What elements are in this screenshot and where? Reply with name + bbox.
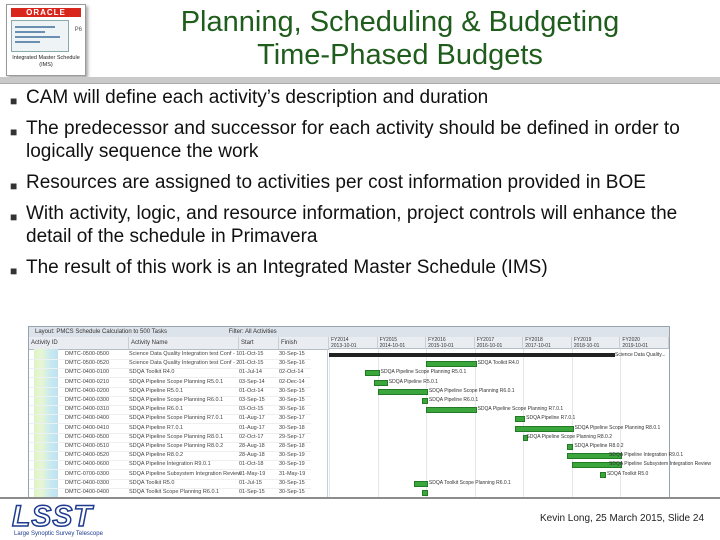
cell-id: DMTC-0400-0310 [65,406,110,413]
bullet-item [10,171,710,194]
gantt-bar-label: SDQA Pipeline Scope Planning R5.0.1 [380,369,467,376]
cell-id: DMTC-0700-0300 [65,470,110,477]
gantt-bar[interactable] [515,426,574,432]
gantt-bar[interactable] [422,398,428,404]
cell-finish: 30-Sep-19 [279,452,305,459]
title-divider [0,77,720,84]
gantt-bar-label: SDQA Pipeline Subsystem Integration Review [609,461,711,468]
column-start: Start [239,337,279,349]
gantt-bar-label: SDQA Pipeline R6.0.1 [428,397,479,403]
cell-id: DMTC-0400-0200 [65,387,110,394]
gantt-bar-label: SDQA Toolkit R5.0 [606,470,649,477]
bullet-item [10,202,710,248]
cell-start: 01-Oct-15 [239,360,264,367]
cell-finish: 02-Dec-14 [279,378,305,385]
cell-name: SDQA Pipeline Scope Planning R8.0.2 [129,443,224,449]
slide-credit: Kevin Long, 25 March 2015, Slide 24 [540,513,704,524]
timescale-date: 2018-10-01 [572,343,621,349]
cell-id: DMTC-0400-0400 [65,415,110,422]
cell-start: 03-Sep-14 [239,378,265,385]
bullet-marker-icon: ■ [10,125,18,139]
cell-name: SDQA Pipeline Integration R9.0.1 [129,461,211,468]
timescale-year: FY2016 [426,337,475,343]
gantt-bar-label: SDQA Pipeline Scope Planning R7.0.1 [477,406,564,413]
timescale-date: 2016-10-01 [475,343,524,349]
gantt-bar[interactable] [365,370,379,376]
column-finish: Finish [279,337,329,349]
cell-finish: 30-Sep-17 [279,415,305,422]
cell-name: SDQA Pipeline Scope Planning R6.0.1 [129,397,224,403]
gantt-bar-label: SDQA Toolkit Scope Planning R6.0.1 [428,479,511,486]
bullet-list [10,86,710,287]
cell-id: DMTC-0500-0500 [65,351,110,357]
cell-id: DMTC-0400-0500 [65,433,110,440]
timescale-date: 2015-10-01 [426,343,475,349]
cell-start: 01-Oct-14 [239,387,264,394]
timescale-date: 2014-10-01 [378,343,427,349]
gantt-bar[interactable] [426,407,476,413]
cell-start: 28-Aug-18 [239,452,265,459]
cell-start: 03-Sep-15 [239,397,265,403]
gantt-bar[interactable] [426,361,477,367]
cell-finish: 30-Sep-19 [279,461,305,468]
gantt-bar-label: SDQA Pipeline Scope Planning R6.0.1 [428,387,515,394]
cell-start: 01-May-19 [239,470,266,477]
cell-id: DMTC-0500-0520 [65,360,110,367]
gantt-bar[interactable] [515,416,525,422]
oracle-wordmark: ORACLE [11,8,81,17]
p6-badge: P6 [74,27,82,33]
lsst-logo [12,501,122,537]
cell-start: 02-Oct-17 [239,433,264,440]
cell-start: 01-Aug-17 [239,424,265,431]
oracle-primavera-logo [6,4,86,76]
gantt-bar[interactable] [422,490,428,496]
cell-start: 01-Aug-17 [239,415,265,422]
cell-finish: 30-Sep-16 [279,406,305,413]
cell-finish: 30-Sep-15 [279,351,305,357]
cell-name: Science Data Quality Integration test Conf - 1 [129,351,240,357]
gantt-bar-label: SDQA Pipeline Scope Planning R8.0.1 [574,424,661,431]
year-gridline [572,349,573,497]
timescale-date: 2017-10-01 [523,343,572,349]
cell-name: SDQA Pipeline R7.0.1 [129,424,184,431]
lsst-wordmark: LSST [12,500,93,533]
cell-finish: 02-Oct-14 [279,369,304,376]
cell-name: SDQA Pipeline R8.0.2 [129,452,184,459]
timescale-year: FY2014 [329,337,378,343]
cell-id: DMTC-0400-0300 [65,479,110,486]
timescale-date: 2013-10-01 [329,343,378,349]
cell-id: DMTC-0400-0510 [65,443,110,449]
bullet-marker-icon: ■ [10,94,18,108]
bullet-marker-icon: ■ [10,264,18,278]
cell-finish: 29-Sep-17 [279,433,305,440]
ims-layout-label: Layout: PMCS Schedule Calculation to 500 Tasks [35,329,167,335]
footer-divider [0,497,720,499]
cell-start: 01-Jul-15 [239,479,262,486]
bullet-marker-icon: ■ [10,179,18,193]
ims-screenshot [28,326,711,498]
bullet-item [10,256,710,279]
ims-filter-label: Filter: All Activities [228,329,277,335]
cell-id: DMTC-0400-0400 [65,489,110,495]
gantt-bar-label: SDQA Pipeline R5.0.1 [388,378,438,385]
cell-name: SDQA Pipeline R5.0.1 [129,387,184,394]
bullet-text: CAM will define each activity’s description and duration [26,87,489,108]
title-line-2: Time-Phased Budgets [257,39,543,71]
cell-id: DMTC-0400-0410 [65,424,110,431]
cell-name: SDQA Pipeline Subsystem Integration Review [129,470,242,477]
cell-start: 01-Jul-14 [239,369,262,376]
gantt-bar[interactable] [567,444,573,450]
bullet-text: The predecessor and successor for each activity should be defined in order to logically sequence the work [26,118,680,162]
bullet-text: Resources are assigned to activities per cost information provided in BOE [26,172,646,193]
cell-finish: 30-Sep-15 [279,489,305,495]
bullet-text: The result of this work is an Integrated Master Schedule (IMS) [26,257,548,278]
cell-name: SDQA Toolkit Scope Planning R6.0.1 [129,489,220,495]
cell-finish: 31-May-19 [279,470,306,477]
cell-start: 28-Aug-18 [239,443,265,449]
ims-gantt-chart [329,337,711,497]
gantt-bar-label: SDQA Pipeline Integration R9.0.1 [609,452,684,459]
column-activity-name: Activity Name [129,337,239,349]
cell-name: Science Data Quality Integration test Conf - 2 [129,360,240,367]
gantt-bar[interactable] [378,389,428,395]
cell-finish: 30-Sep-16 [279,360,305,367]
column-activity-id: Activity ID [29,337,129,349]
gantt-bar-label: SDQA Toolkit R4.0 [477,360,519,367]
gantt-bar[interactable] [600,472,606,478]
timescale-year: FY2015 [378,337,427,343]
bullet-text: With activity, logic, and resource information, project controls will enhance the detail of the schedule in Primavera [26,203,678,247]
logo-caption: Integrated Master Schedule (IMS) [12,55,80,68]
lsst-subtitle: Large Synoptic Survey Telescope [14,531,103,537]
cell-finish: 30-Sep-18 [279,424,305,431]
cell-start: 03-Oct-15 [239,406,264,413]
title-line-1: Planning, Scheduling & Budgeting [180,6,620,38]
cell-name: SDQA Pipeline Scope Planning R5.0.1 [129,378,224,385]
summary-bar[interactable] [329,353,615,357]
cell-finish: 30-Sep-15 [279,397,305,403]
timescale-date: 2019-10-01 [620,343,669,349]
year-gridline [329,349,330,497]
cell-name: SDQA Pipeline Scope Planning R7.0.1 [129,415,224,422]
cell-start: 01-Oct-15 [239,351,264,357]
bullet-item [10,117,710,163]
cell-name: SDQA Pipeline Scope Planning R8.0.1 [129,433,224,440]
year-gridline [523,349,524,497]
slide-title [90,6,710,72]
bullet-item [10,86,710,109]
cell-id: DMTC-0400-0210 [65,378,110,385]
gantt-bar-label: SDQA Pipeline R8.0.2 [574,443,624,449]
cell-id: DMTC-0400-0300 [65,397,110,403]
cell-finish: 30-Sep-15 [279,387,305,394]
cell-finish: 30-Sep-15 [279,479,305,486]
cell-name: SDQA Toolkit R5.0 [129,479,175,486]
timescale-year: FY2019 [572,337,621,343]
cell-start: 01-Sep-15 [239,489,265,495]
gantt-bar-label: SDQA Pipeline R7.0.1 [526,415,576,422]
cell-start: 01-Oct-18 [239,461,264,468]
mini-schedule-window-icon [11,20,69,52]
year-gridline [475,349,476,497]
gantt-bar[interactable] [414,481,428,487]
summary-bar-label: Science Data Quality... [615,352,666,358]
timescale-year: FY2017 [475,337,524,343]
grid-gantt-divider [327,349,328,497]
bullet-marker-icon: ■ [10,210,18,224]
cell-id: DMTC-0400-0100 [65,369,110,376]
cell-id: DMTC-0400-0600 [65,461,110,468]
cell-id: DMTC-0400-0520 [65,452,110,459]
gantt-bar-label: SDQA Pipeline Scope Planning R8.0.2 [526,433,613,440]
gantt-bar[interactable] [374,380,388,386]
cell-name: SDQA Toolkit R4.0 [129,369,175,376]
timescale-year: FY2018 [523,337,572,343]
cell-name: SDQA Pipeline R6.0.1 [129,406,184,413]
timescale-year: FY2020 [620,337,669,343]
cell-finish: 28-Sep-18 [279,443,305,449]
